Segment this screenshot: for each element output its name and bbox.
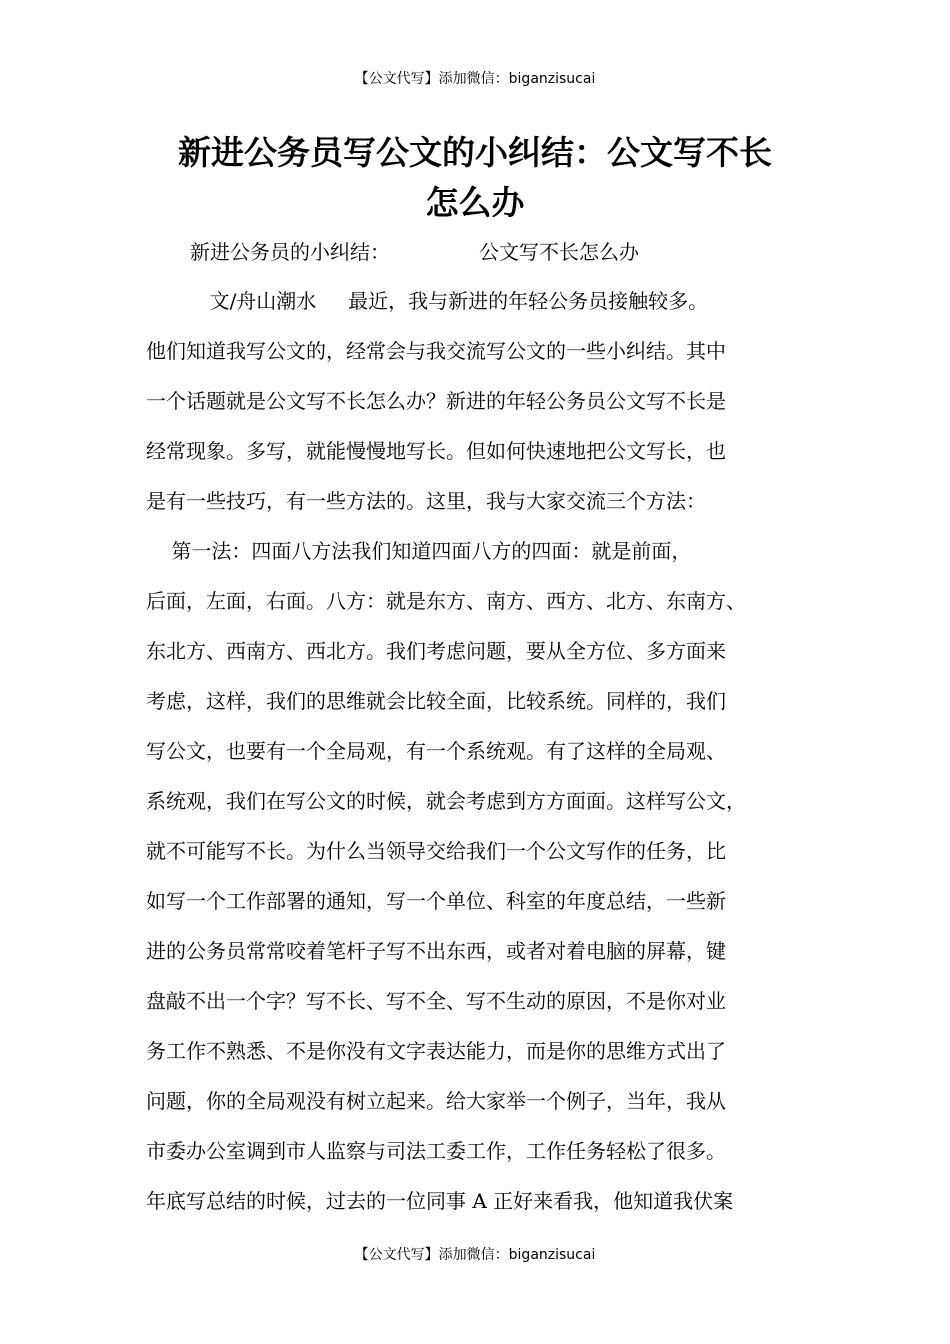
body-line: 文/舟山潮水 最近，我与新进的年轻公务员接触较多。 [146,289,709,313]
article-body [146,276,828,1226]
body-line: 市委办公室调到市人监察与司法工委工作，工作任务轻松了很多。 [146,1139,726,1163]
body-line: 如写一个工作部署的通知，写一个单位、科室的年度总结，一些新 [146,889,726,913]
body-line: 后面，左面，右面。八方：就是东方、南方、西方、北方、东南方、 [146,589,746,613]
page-title [140,128,810,228]
body-line: 盘敲不出一个字？写不长、写不全、写不生动的原因，不是你对业 [146,989,726,1013]
body-line: 考虑，这样，我们的思维就会比较全面，比较系统。同样的，我们 [146,689,726,713]
body-line: 一个话题就是公文写不长怎么办？新进的年轻公务员公文写不长是 [146,389,726,413]
subtitle: 新进公务员的小纠结： 公文写不长怎么办 [190,240,640,264]
body-line: 写公文，也要有一个全局观，有一个系统观。有了这样的全局观、 [146,739,726,763]
title-line: 新进公务员写公文的小纠结：公文写不长 [178,133,772,172]
body-line: 他们知道我写公文的，经常会与我交流写公文的一些小纠结。其中 [146,339,726,363]
body-line: 第一法：四面八方法我们知道四面八方的四面：就是前面， [146,539,692,563]
body-line: 经常现象。多写，就能慢慢地写长。但如何快速地把公文写长，也 [146,439,726,463]
page-footer-watermark: 【公文代写】添加微信：biganzisucai [354,1247,596,1263]
title-line: 怎么办 [425,183,525,222]
body-line: 问题，你的全局观没有树立起来。给大家举一个例子，当年，我从 [146,1089,726,1113]
body-line: 就不可能写不长。为什么当领导交给我们一个公文写作的任务，比 [146,839,726,863]
body-line: 务工作不熟悉、不是你没有文字表达能力，而是你的思维方式出了 [146,1039,726,1063]
body-line: 年底写总结的时候，过去的一位同事 A 正好来看我，他知道我伏案 [146,1189,734,1213]
body-line: 东北方、西南方、西北方。我们考虑问题，要从全方位、多方面来 [146,639,726,663]
page-header-watermark: 【公文代写】添加微信：biganzisucai [354,71,596,87]
body-line: 进的公务员常常咬着笔杆子写不出东西，或者对着电脑的屏幕，键 [146,939,726,963]
body-line: 系统观，我们在写公文的时候，就会考虑到方方面面。这样写公文， [146,789,746,813]
body-line: 是有一些技巧，有一些方法的。这里，我与大家交流三个方法： [146,489,706,513]
